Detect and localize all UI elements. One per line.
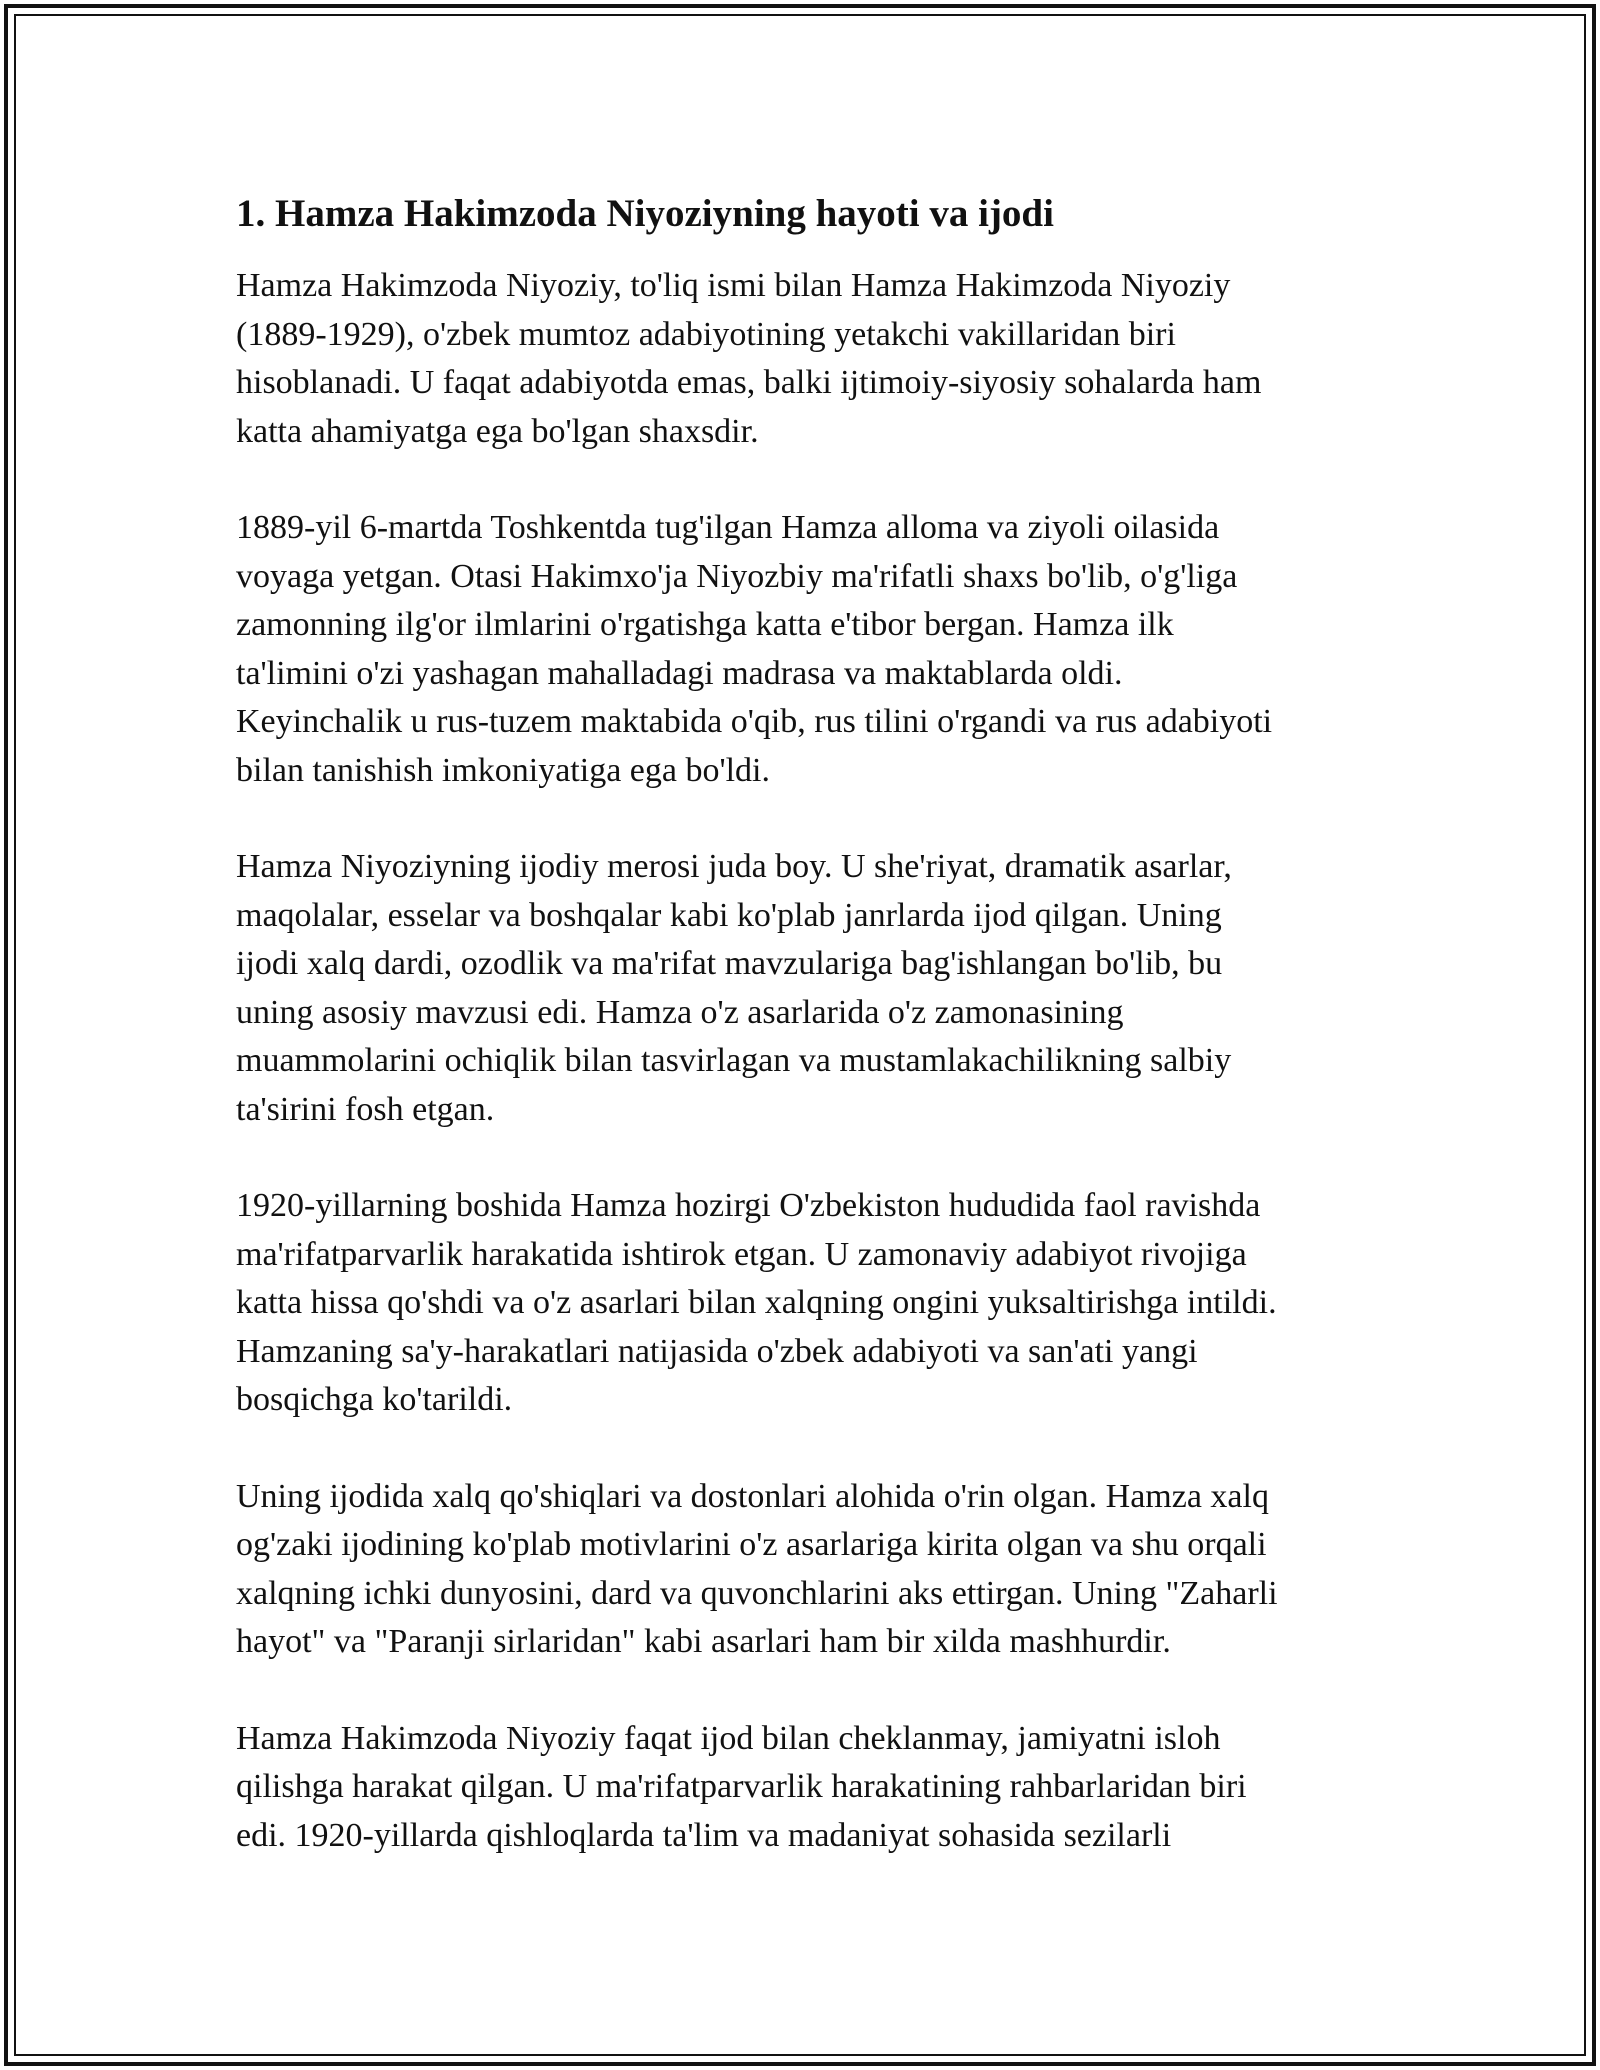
paragraph-social-reform [236, 1715, 1386, 1861]
text-line: edi. 1920-yillarda qishloqlarda ta'lim va madaniyat sohasida sezilarli [236, 1816, 1172, 1854]
paragraph-biography-intro [236, 262, 1386, 456]
text-line: bilan tanishish imkoniyatiga ega bo'ldi. [236, 751, 770, 789]
document-title: 1. Hamza Hakimzoda Niyoziyning hayoti va ijodi [236, 192, 1054, 235]
paragraph-early-life [236, 504, 1386, 795]
text-line: zamonning ilg'or ilmlarini o'rgatishga katta e'tibor bergan. Hamza ilk [236, 606, 1174, 643]
text-line: katta ahamiyatga ega bo'lgan shaxsdir. [236, 412, 759, 450]
text-line: muammolarini ochiqlik bilan tasvirlagan va mustamlakachilikning salbiy [236, 1042, 1232, 1079]
text-line: ma'rifatparvarlik harakatida ishtirok etgan. U zamonaviy adabiyot rivojiga [236, 1235, 1247, 1273]
text-line: Uning ijodida xalq qo'shiqlari va dostonlari alohida o'rin olgan. Hamza xalq [236, 1477, 1269, 1515]
text-line: voyaga yetgan. Otasi Hakimxo'ja Niyozbiy ma'rifatli shaxs bo'lib, o'g'liga [236, 557, 1238, 595]
text-line: katta hissa qo'shdi va o'z asarlari bilan xalqning ongini yuksaltirishga intildi. [236, 1284, 1277, 1321]
text-line: ta'limini o'zi yashagan mahalladagi madrasa va maktablarda oldi. [236, 654, 1123, 692]
paragraph-enlightenment-movement [236, 1182, 1386, 1425]
text-line: uning asosiy mavzusi edi. Hamza o'z asarlarida o'z zamonasining [236, 993, 1124, 1031]
text-line: hisoblanadi. U faqat adabiyotda emas, balki ijtimoiy-siyosiy sohalarda ham [236, 364, 1262, 401]
text-line: Hamzaning sa'y-harakatlari natijasida o'zbek adabiyoti va san'ati yangi [236, 1332, 1198, 1370]
text-line: xalqning ichki dunyosini, dard va quvonchlarini aks ettirgan. Uning "Zaharli [236, 1574, 1278, 1612]
text-line: Hamza Niyoziyning ijodiy merosi juda boy. U she'riyat, dramatik asarlar, [236, 848, 1232, 885]
text-line: Hamza Hakimzoda Niyoziy, to'liq ismi bilan Hamza Hakimzoda Niyoziy [236, 267, 1231, 304]
text-line: hayot" va "Paranji sirlaridan" kabi asarlari ham bir xilda mashhurdir. [236, 1623, 1171, 1660]
text-line: ijodi xalq dardi, ozodlik va ma'rifat mavzulariga bag'ishlangan bo'lib, bu [236, 945, 1223, 982]
document-body [236, 188, 1386, 1860]
text-line: qilishga harakat qilgan. U ma'rifatparvarlik harakatining rahbarlaridan biri [236, 1768, 1247, 1805]
text-line: maqolalar, esselar va boshqalar kabi ko'plab janrlarda ijod qilgan. Uning [236, 896, 1222, 934]
text-line: 1889-yil 6-martda Toshkentda tug'ilgan Hamza alloma va ziyoli oilasida [236, 509, 1220, 546]
text-line: ta'sirini fosh etgan. [236, 1090, 495, 1128]
text-line: 1920-yillarning boshida Hamza hozirgi O'zbekiston hududida faol ravishda [236, 1187, 1261, 1224]
text-line: (1889-1929), o'zbek mumtoz adabiyotining yetakchi vakillaridan biri [236, 315, 1176, 353]
text-line: bosqichga ko'tarildi. [236, 1381, 513, 1418]
paragraph-folk-motifs [236, 1473, 1386, 1667]
text-line: Keyinchalik u rus-tuzem maktabida o'qib, rus tilini o'rgandi va rus adabiyoti [236, 703, 1273, 740]
text-line: og'zaki ijodining ko'plab motivlarini o'z asarlariga kirita olgan va shu orqali [236, 1526, 1267, 1563]
paragraph-creative-legacy [236, 843, 1386, 1134]
text-line: Hamza Hakimzoda Niyoziy faqat ijod bilan cheklanmay, jamiyatni isloh [236, 1719, 1221, 1757]
